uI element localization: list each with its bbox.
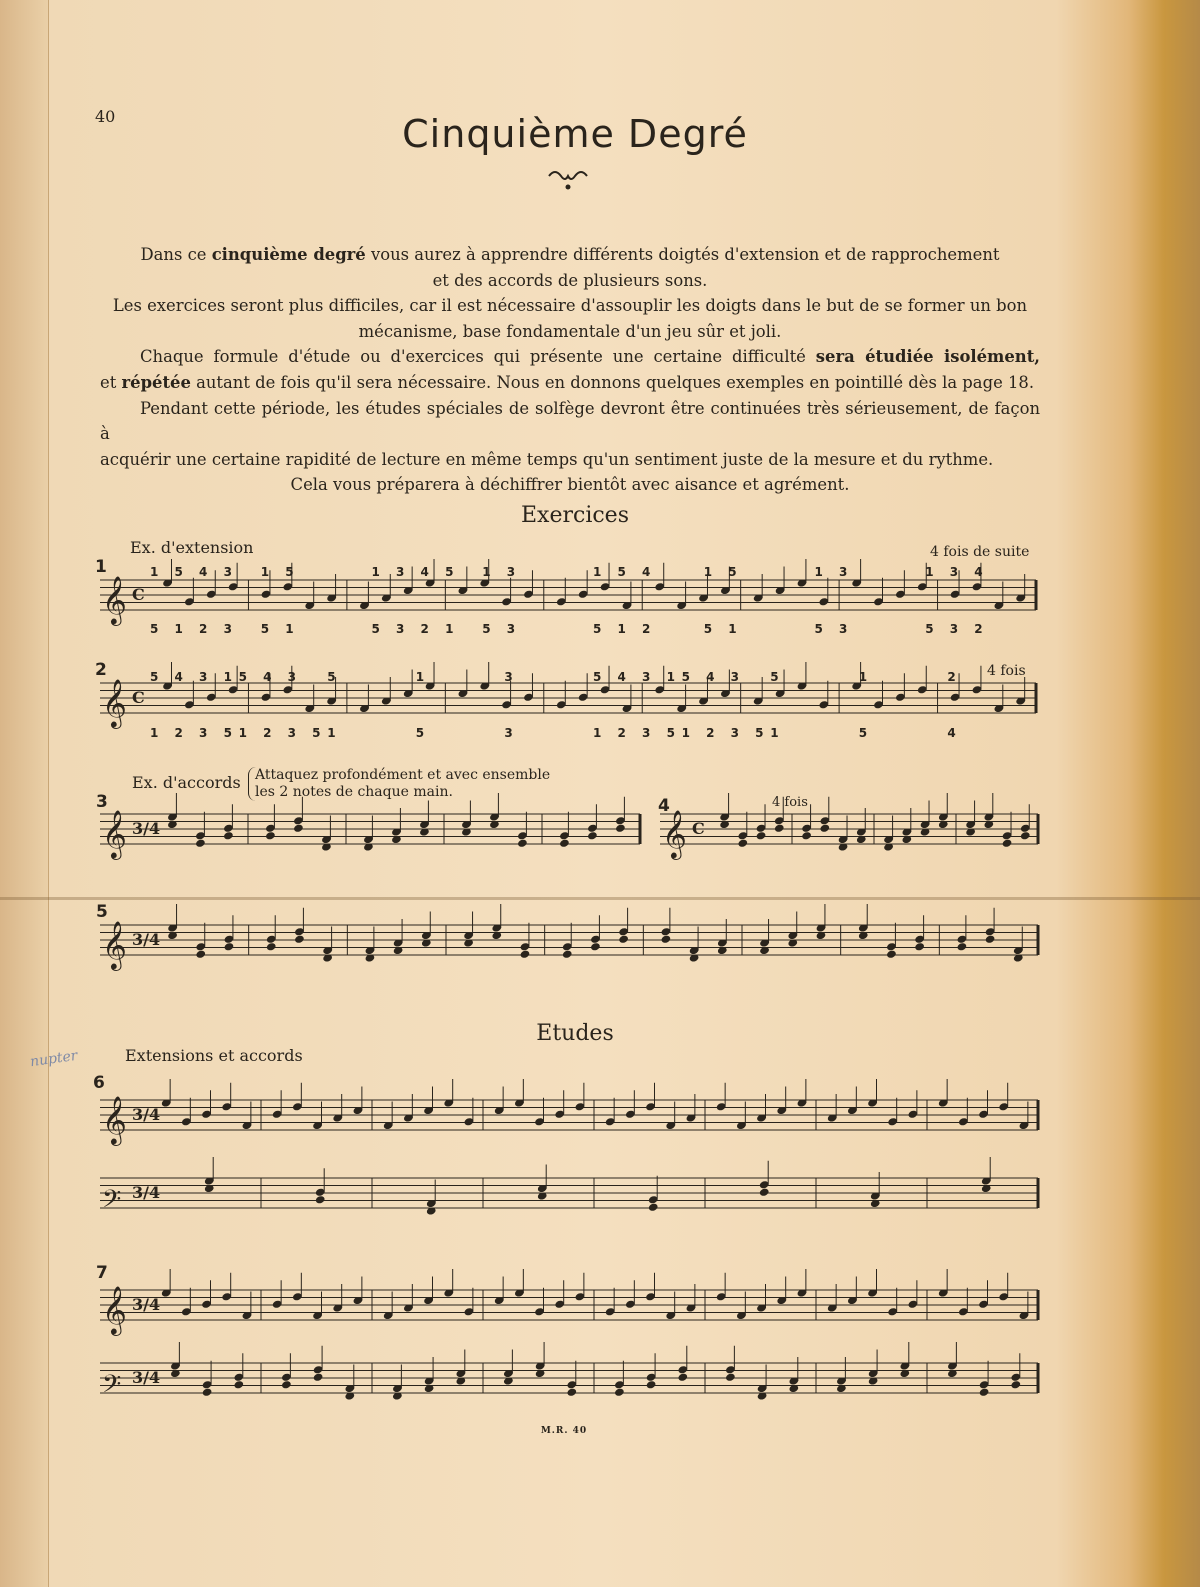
fingering-below: 5 bbox=[858, 726, 874, 740]
note-head bbox=[281, 1380, 292, 1389]
time-signature: C bbox=[132, 585, 145, 604]
handwritten-note: nupter bbox=[29, 1047, 79, 1071]
note-head bbox=[677, 1373, 688, 1382]
page-number: 40 bbox=[95, 107, 116, 126]
page-fold-edge bbox=[0, 0, 49, 1587]
fingering-above: 1 bbox=[858, 670, 874, 684]
exercise-number: 5 bbox=[96, 902, 108, 922]
fingering-below: 5 1 2 bbox=[593, 622, 657, 636]
music-staff bbox=[100, 643, 1046, 773]
note-head bbox=[1020, 831, 1031, 840]
repeat-instruction: 4 fois bbox=[987, 663, 1026, 679]
time-signature: C bbox=[132, 688, 145, 707]
repeat-instruction: 4 fois bbox=[772, 795, 808, 810]
music-staff bbox=[100, 1323, 1048, 1453]
fingering-above: 1 bbox=[415, 670, 431, 684]
note-head bbox=[566, 1388, 577, 1397]
note-head bbox=[266, 942, 277, 951]
note-head bbox=[774, 824, 785, 833]
chord-instruction-line: Attaquez profondément et avec ensemble bbox=[255, 767, 551, 783]
intro-text: Dans ce cinquième degré vous aurez à apprendre différents doigtés d'extension et de rapprochement et des accords de plusieurs sons. Les exercices seront plus difficiles, car il est nécessaire d'assouplir les doigts dans le but de se former un bon mécanisme, base fondamentale d'un jeu sûr et joli. Chaque formule d'étude ou d'exercices qui présente une certaine difficulté sera étudiée isolément, et répétée autant de fois qu'il sera nécessaire. Nous en donnons quelques exemples en pointillé dès la page 18. Pendant cette période, les études spéciales de solfège devront être continuées très sérieusement, de façon à acquérir une certaine rapidité de lecture en même temps qu'un sentiment juste de la mesure et du rythme. Cela vous préparera à déchiffrer bientôt avec aisance et agrément. bbox=[100, 245, 1041, 495]
time-signature: 3/4 bbox=[132, 1105, 161, 1124]
note-head bbox=[615, 824, 626, 833]
fingering-above: 5 4 3 bbox=[238, 670, 302, 684]
fingering-above: 1 5 bbox=[260, 565, 300, 579]
chord-exercise-label: Ex. d'accords bbox=[132, 773, 241, 792]
fingering-below: 5 3 bbox=[814, 622, 854, 636]
note-head bbox=[293, 824, 304, 833]
note-head bbox=[520, 950, 531, 959]
note-head bbox=[562, 950, 573, 959]
fingering-above: 5 4 3 1 bbox=[593, 670, 681, 684]
treble-clef-icon: 𝄞 bbox=[102, 575, 127, 624]
exercise-number: 2 bbox=[95, 660, 107, 680]
exercise-number: 4 bbox=[658, 796, 670, 816]
fingering-below: 1 2 3 5 bbox=[238, 726, 327, 740]
fingering-below: 5 3 bbox=[482, 622, 522, 636]
fingering-above: 1 5 4 3 bbox=[150, 565, 238, 579]
time-signature: 3/4 bbox=[132, 1183, 161, 1202]
repeat-instruction: 4 fois de suite bbox=[930, 544, 1030, 560]
fingering-below: 1 2 3 5 bbox=[593, 726, 681, 740]
exercise-number: 3 bbox=[96, 792, 108, 812]
note-head bbox=[517, 839, 528, 848]
note-head bbox=[886, 950, 897, 959]
fingering-below: 4 bbox=[947, 726, 962, 740]
note-head bbox=[725, 1373, 736, 1382]
note-head bbox=[956, 942, 967, 951]
note-head bbox=[1010, 1380, 1021, 1389]
note-head bbox=[294, 935, 305, 944]
exercices-heading: Exercices bbox=[521, 503, 629, 528]
note-head bbox=[646, 1380, 657, 1389]
fingering-below: 1 2 3 5 bbox=[150, 726, 238, 740]
note-head bbox=[985, 935, 996, 944]
note-head bbox=[660, 935, 671, 944]
fingering-below: 5 3 2 bbox=[925, 622, 989, 636]
fingering-above: 5 bbox=[327, 670, 342, 684]
note-head bbox=[614, 1388, 625, 1397]
note-head bbox=[819, 824, 830, 833]
fingering-below: 3 bbox=[504, 726, 519, 740]
note-head bbox=[265, 831, 276, 840]
etude-number: 7 bbox=[96, 1263, 108, 1283]
note-head bbox=[223, 831, 234, 840]
etudes-label: Extensions et accords bbox=[125, 1046, 303, 1065]
fingering-above: 1 5 bbox=[703, 565, 743, 579]
fingering-above: 1 3 bbox=[482, 565, 522, 579]
note-head bbox=[737, 839, 748, 848]
note-head bbox=[202, 1388, 213, 1397]
ornament-icon bbox=[545, 168, 591, 192]
note-head bbox=[1002, 839, 1013, 848]
fingering-above: 5 4 3 1 bbox=[150, 670, 238, 684]
note-head bbox=[590, 942, 601, 951]
fingering-below: 1 bbox=[327, 726, 342, 740]
music-staff bbox=[100, 1138, 1048, 1268]
fingering-above: 1 3 4 bbox=[925, 565, 989, 579]
note-head bbox=[587, 831, 598, 840]
fingering-above: 1 3 bbox=[814, 565, 854, 579]
time-signature: 3/4 bbox=[132, 819, 161, 838]
note-head bbox=[195, 839, 206, 848]
note-head bbox=[801, 831, 812, 840]
fingering-below: 1 2 3 5 bbox=[681, 726, 770, 740]
exercise-number: 1 bbox=[95, 557, 107, 577]
time-signature: 3/4 bbox=[132, 1368, 161, 1387]
fingering-above: 5 4 3 bbox=[681, 670, 745, 684]
treble-clef-icon: 𝄞 bbox=[102, 809, 127, 858]
note-head bbox=[559, 839, 570, 848]
time-signature: C bbox=[692, 819, 705, 838]
note-head bbox=[756, 831, 767, 840]
note-head bbox=[315, 1195, 326, 1204]
etudes-heading: Etudes bbox=[536, 1021, 614, 1046]
treble-clef-icon: 𝄞 bbox=[102, 1285, 127, 1334]
note-head bbox=[313, 1373, 324, 1382]
note-head bbox=[195, 950, 206, 959]
note-head bbox=[914, 942, 925, 951]
note-head bbox=[979, 1388, 990, 1397]
treble-clef-icon: 𝄞 bbox=[102, 920, 127, 969]
time-signature: 3/4 bbox=[132, 930, 161, 949]
time-signature: 3/4 bbox=[132, 1295, 161, 1314]
fingering-below: 5 1 bbox=[703, 622, 743, 636]
bass-clef-icon: 𝄢 bbox=[102, 1185, 122, 1220]
note-head bbox=[233, 1380, 244, 1389]
fingering-above: 1 5 4 bbox=[593, 565, 657, 579]
fingering-above: 1 3 4 5 bbox=[371, 565, 460, 579]
note-head bbox=[618, 935, 629, 944]
extension-label: Ex. d'extension bbox=[130, 538, 254, 557]
footer-code: M.R. 40 bbox=[540, 1426, 588, 1436]
treble-clef-icon: 𝄞 bbox=[662, 809, 687, 858]
fingering-below: 5 1 bbox=[260, 622, 300, 636]
fingering-below: 5 3 2 1 bbox=[371, 622, 460, 636]
page-title: Cinquième Degré bbox=[402, 112, 748, 156]
bass-clef-icon: 𝄢 bbox=[102, 1370, 122, 1405]
fingering-below: 5 1 2 3 bbox=[150, 622, 238, 636]
note-head bbox=[224, 942, 235, 951]
treble-clef-icon: 𝄞 bbox=[102, 1095, 127, 1144]
note-head bbox=[759, 1188, 770, 1197]
treble-clef-icon: 𝄞 bbox=[102, 678, 127, 727]
fingering-above: 3 bbox=[504, 670, 519, 684]
etude-number: 6 bbox=[93, 1073, 105, 1093]
chord-instruction-line: les 2 notes de chaque main. bbox=[255, 784, 453, 800]
fingering-below: 1 bbox=[770, 726, 785, 740]
fingering-above: 2 bbox=[947, 670, 962, 684]
note-head bbox=[648, 1203, 659, 1212]
fingering-above: 5 bbox=[770, 670, 785, 684]
fingering-below: 5 bbox=[415, 726, 431, 740]
music-staff bbox=[100, 885, 1048, 1015]
